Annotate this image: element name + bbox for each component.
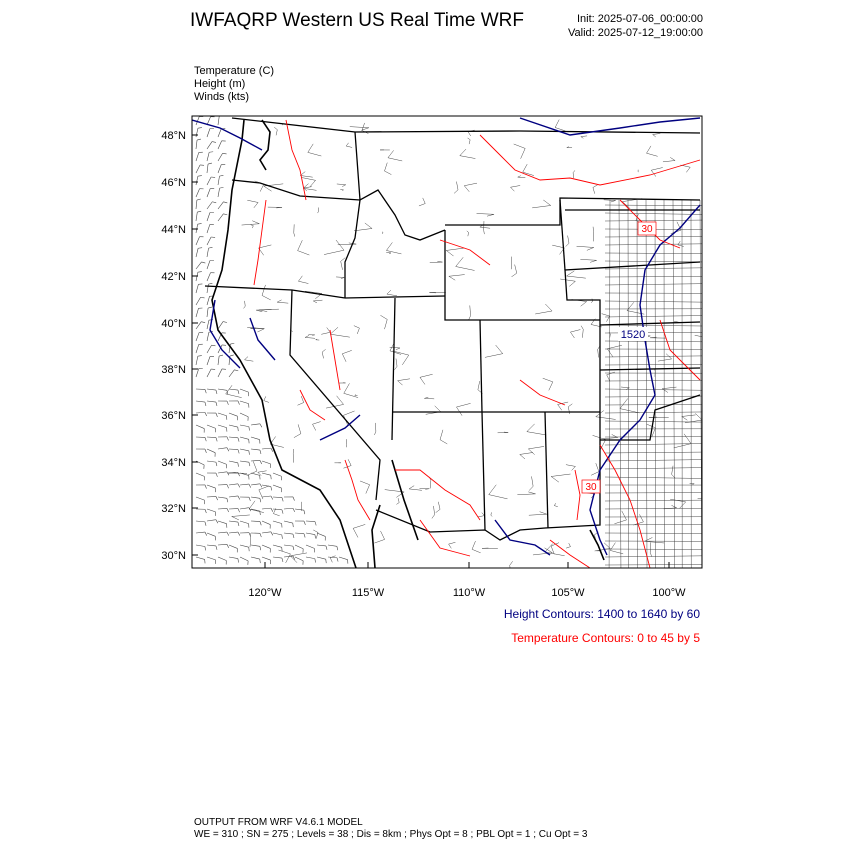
height-contour-label: 1520: [620, 329, 646, 341]
lon-label: 105°W: [551, 587, 585, 599]
field-temperature: Temperature (C): [194, 65, 275, 77]
latitude-axis: [161, 130, 198, 562]
lat-label: 34°N: [161, 457, 186, 469]
plot-frame: [192, 116, 702, 568]
temperature-legend: Temperature Contours: 0 to 45 by 5: [511, 631, 700, 645]
lat-label: 42°N: [161, 271, 186, 283]
lat-label: 30°N: [161, 550, 186, 562]
lat-label: 46°N: [161, 177, 186, 189]
lat-label: 36°N: [161, 410, 186, 422]
init-time: Init: 2025-07-06_00:00:00: [577, 13, 703, 25]
temperature-contour-label: 30: [585, 482, 597, 493]
model-settings: WE = 310 ; SN = 275 ; Levels = 38 ; Dis = 8km ; Phys Opt = 8 ; PBL Opt = 1 ; Cu Opt = 3: [194, 829, 588, 840]
lat-label: 38°N: [161, 364, 186, 376]
valid-time: Valid: 2025-07-12_19:00:00: [568, 27, 703, 39]
map-title: IWFAQRP Western US Real Time WRF: [190, 10, 524, 31]
lon-label: 120°W: [248, 587, 282, 599]
field-height: Height (m): [194, 78, 246, 90]
county-lines: [226, 120, 714, 575]
model-footer: OUTPUT FROM WRF V4.6.1 MODEL: [194, 817, 363, 828]
coastline: [212, 120, 604, 568]
height-legend: Height Contours: 1400 to 1640 by 60: [503, 607, 700, 621]
lat-label: 44°N: [161, 224, 186, 236]
lat-label: 40°N: [161, 318, 186, 330]
lon-label: 115°W: [351, 587, 385, 599]
temperature-contour-label: 30: [641, 224, 653, 235]
lon-label: 110°W: [452, 587, 486, 599]
field-winds: Winds (kts): [194, 91, 249, 103]
lat-label: 48°N: [161, 130, 186, 142]
contour-labels: [582, 222, 656, 493]
lon-label: 100°W: [652, 587, 686, 599]
lat-label: 32°N: [161, 503, 186, 515]
